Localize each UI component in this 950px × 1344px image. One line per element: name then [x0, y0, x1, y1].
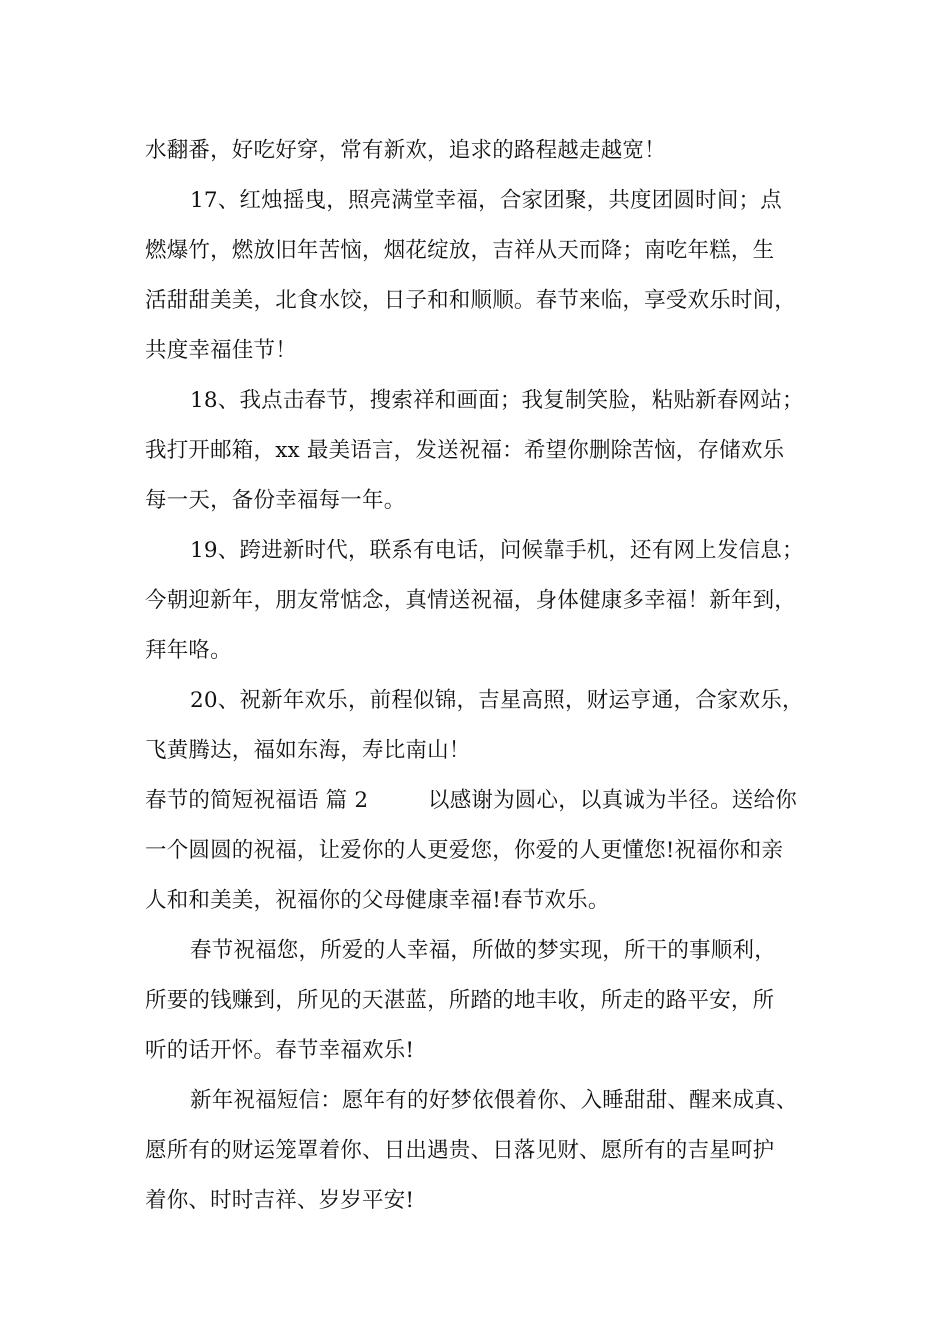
- text-line: 水翻番，好吃好穿，常有新欢，追求的路程越走越宽！: [145, 138, 666, 163]
- paragraph-17-start: 17、红烛摇曳，照亮满堂幸福，合家团聚，共度团圆时间；点: [190, 188, 782, 213]
- text-line: 所要的钱赚到，所见的天湛蓝，所踏的地丰收，所走的路平安，所: [145, 988, 775, 1013]
- text-line: 愿所有的财运笼罩着你、日出遇贵、日落见财、愿所有的吉星呵护: [145, 1138, 775, 1163]
- text-line: 我打开邮箱，xx 最美语言，发送祝福：希望你删除苦恼，存储欢乐: [145, 438, 785, 463]
- text-line: 飞黄腾达，福如东海，寿比南山！: [145, 738, 471, 763]
- text-line: 活甜甜美美，北食水饺，日子和和顺顺。春节来临，享受欢乐时间，: [145, 288, 797, 313]
- paragraph-19-start: 19、跨进新时代，联系有电话，问候靠手机，还有网上发信息；: [190, 538, 804, 563]
- text-line: 一个圆圆的祝福，让爱你的人更爱您，你爱的人更懂您!祝福你和亲: [145, 838, 784, 863]
- text-run: 以感谢为圆心，以真诚为半径。送给你: [428, 788, 797, 813]
- text-line: 今朝迎新年，朋友常惦念，真情送祝福，身体健康多幸福！新年到，: [145, 588, 797, 613]
- text-line: 燃爆竹，燃放旧年苦恼，烟花绽放，吉祥从天而降；南吃年糕，生: [145, 238, 775, 263]
- text-line: 每一天，备份幸福每一年。: [145, 488, 406, 513]
- text-line: 拜年咯。: [145, 638, 232, 663]
- paragraph-20-start: 20、祝新年欢乐，前程似锦，吉星高照，财运亨通，合家欢乐，: [190, 688, 804, 713]
- text-line: 听的话开怀。春节幸福欢乐!: [145, 1038, 415, 1063]
- section-heading-line: [145, 787, 835, 815]
- text-line: 共度幸福佳节！: [145, 338, 297, 363]
- text-line: 着你、时时吉祥、岁岁平安!: [145, 1188, 415, 1213]
- text-line: 人和和美美，祝福你的父母健康幸福!春节欢乐。: [145, 888, 610, 913]
- paragraph-start: 春节祝福您，所爱的人幸福，所做的梦实现，所干的事顺利，: [190, 938, 776, 963]
- paragraph-18-start: 18、我点击春节，搜索祥和画面；我复制笑脸，粘贴新春网站；: [190, 388, 804, 413]
- paragraph-start: 新年祝福短信：愿年有的好梦依偎着你、入睡甜甜、醒来成真、: [190, 1088, 798, 1113]
- section-heading: 春节的简短祝福语 篇 2: [145, 788, 369, 813]
